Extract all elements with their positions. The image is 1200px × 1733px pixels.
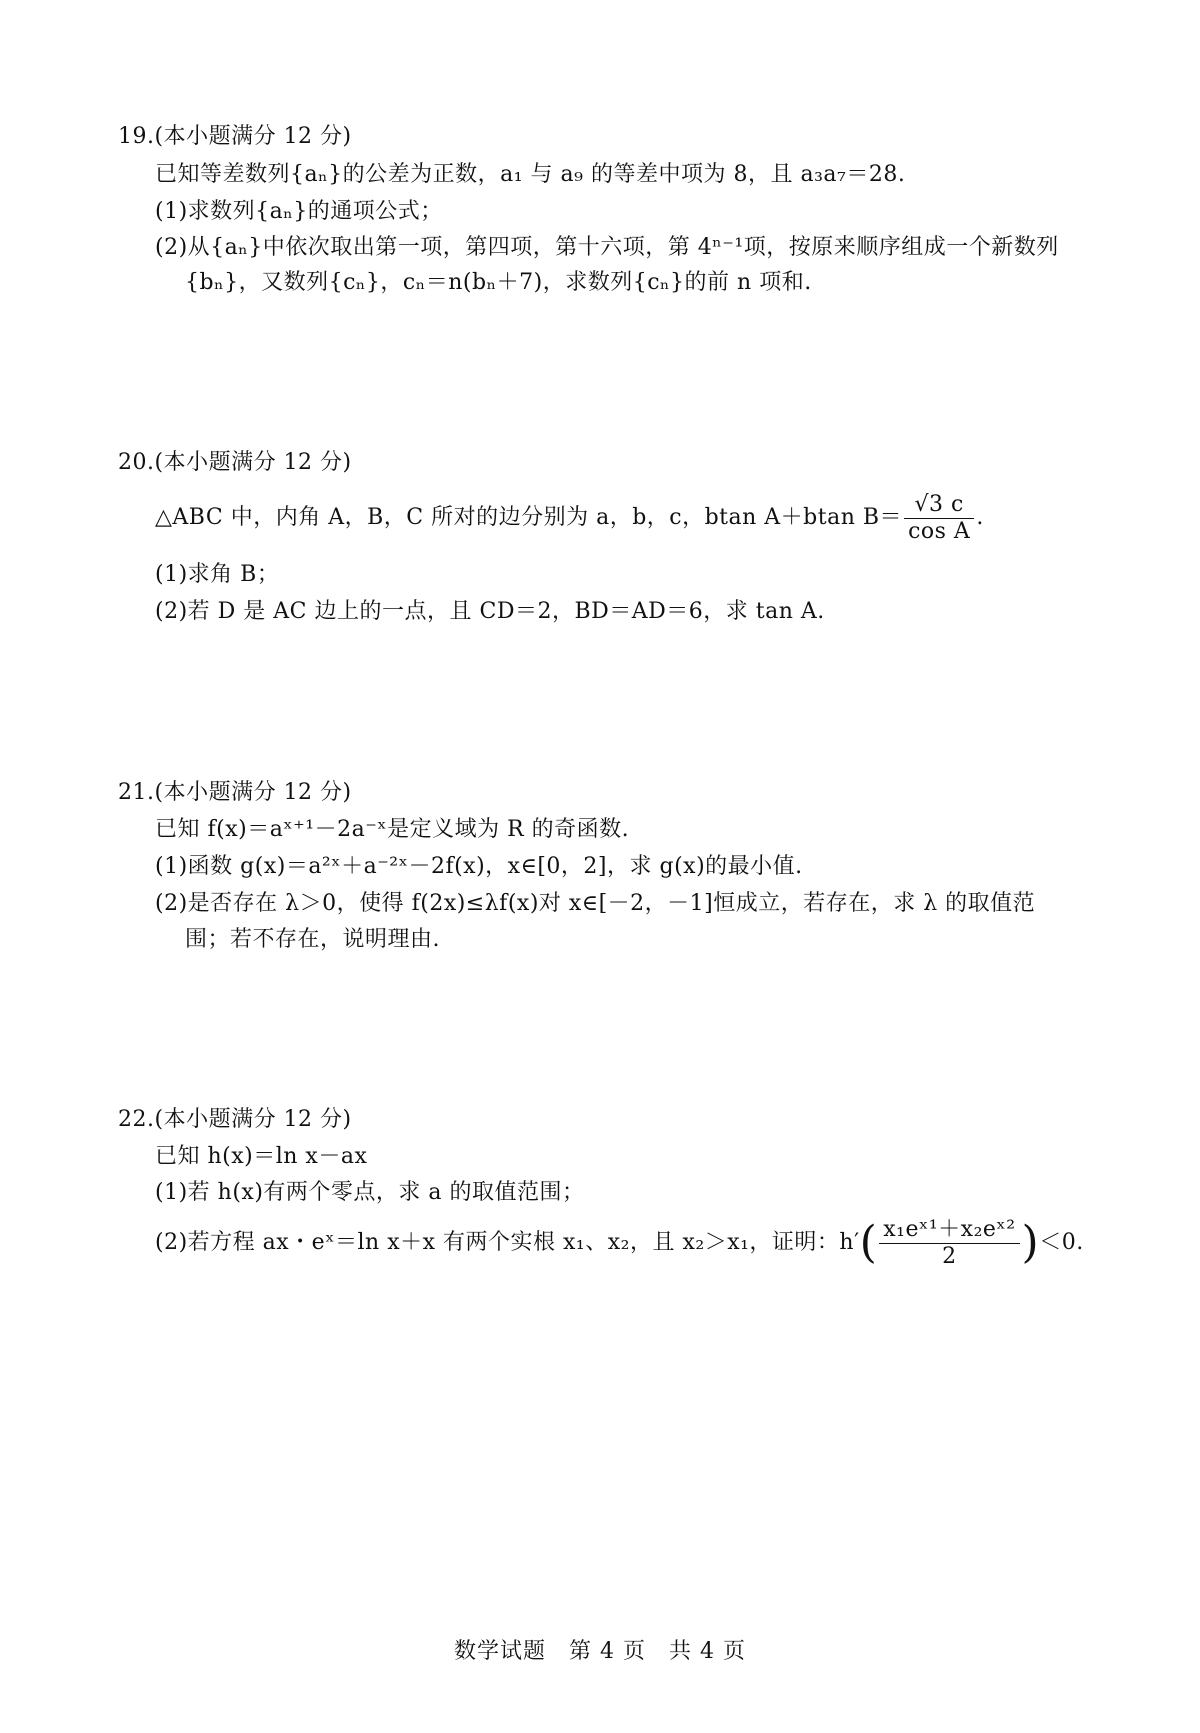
q20-part1: (1)求角 B； [155,562,280,587]
q20-part2: (2)若 D 是 AC 边上的一点，且 CD＝2，BD＝AD＝6，求 tan A. [155,599,825,624]
q22-part2 [155,1213,1084,1273]
q20-stem-end: . [976,505,984,530]
q22-part1: (1)若 h(x)有两个零点，求 a 的取值范围； [155,1180,585,1205]
q21-stem: 已知 f(x)＝aˣ⁺¹－2a⁻ˣ是定义域为 R 的奇函数. [155,817,630,842]
q21-part2-line1: (2)是否存在 λ＞0，使得 f(2x)≤λf(x)对 x∈[－2，－1]恒成立，若存在，求 λ 的取值范 [155,891,1036,916]
right-paren: ) [1021,1217,1040,1268]
left-paren: ( [859,1217,878,1268]
q22-part2-text: (2)若方程 ax・eˣ＝ln x＋x 有两个实根 x₁、x₂，且 x₂＞x₁，证明：h′ [155,1230,860,1255]
q20-fraction-denominator: cos A [908,518,971,544]
q21-part1: (1)函数 g(x)＝a²ˣ＋a⁻²ˣ－2f(x)，x∈[0，2]，求 g(x)的最小值. [155,854,803,879]
q22-part2-end: ＜0. [1039,1230,1084,1255]
q19-part1: (1)求数列{aₙ}的通项公式； [155,199,443,224]
q20-fraction-numerator: √3 c [904,492,974,519]
q20-stem-text: △ABC 中，内角 A，B，C 所对的边分别为 a，b，c，btan A＋btan B＝ [155,505,903,530]
q19-heading: 19.(本小题满分 12 分) [118,124,352,149]
q19-part2-line2: {bₙ}，又数列{cₙ}，cₙ＝n(bₙ＋7)，求数列{cₙ}的前 n 项和. [185,270,812,295]
q20-heading: 20.(本小题满分 12 分) [118,450,352,475]
q20-stem [155,488,984,548]
q22-stem: 已知 h(x)＝ln x－ax [155,1144,368,1169]
q21-heading: 21.(本小题满分 12 分) [118,780,352,805]
q19-stem: 已知等差数列{aₙ}的公差为正数，a₁ 与 a₉ 的等差中项为 8，且 a₃a₇＝28. [155,162,906,187]
q20-fraction [904,492,974,545]
q22-fraction [879,1217,1019,1270]
page-footer: 数学试题 第 4 页 共 4 页 [454,1639,746,1664]
q22-fraction-denominator: 2 [942,1243,957,1269]
q22-heading: 22.(本小题满分 12 分) [118,1107,352,1132]
q21-part2-line2: 围；若不存在，说明理由. [185,927,440,952]
q22-fraction-numerator: x₁eˣ¹＋x₂eˣ² [879,1217,1019,1244]
q19-part2-line1: (2)从{aₙ}中依次取出第一项，第四项，第十六项，第 4ⁿ⁻¹项，按原来顺序组成一个新数列 [155,235,1059,260]
